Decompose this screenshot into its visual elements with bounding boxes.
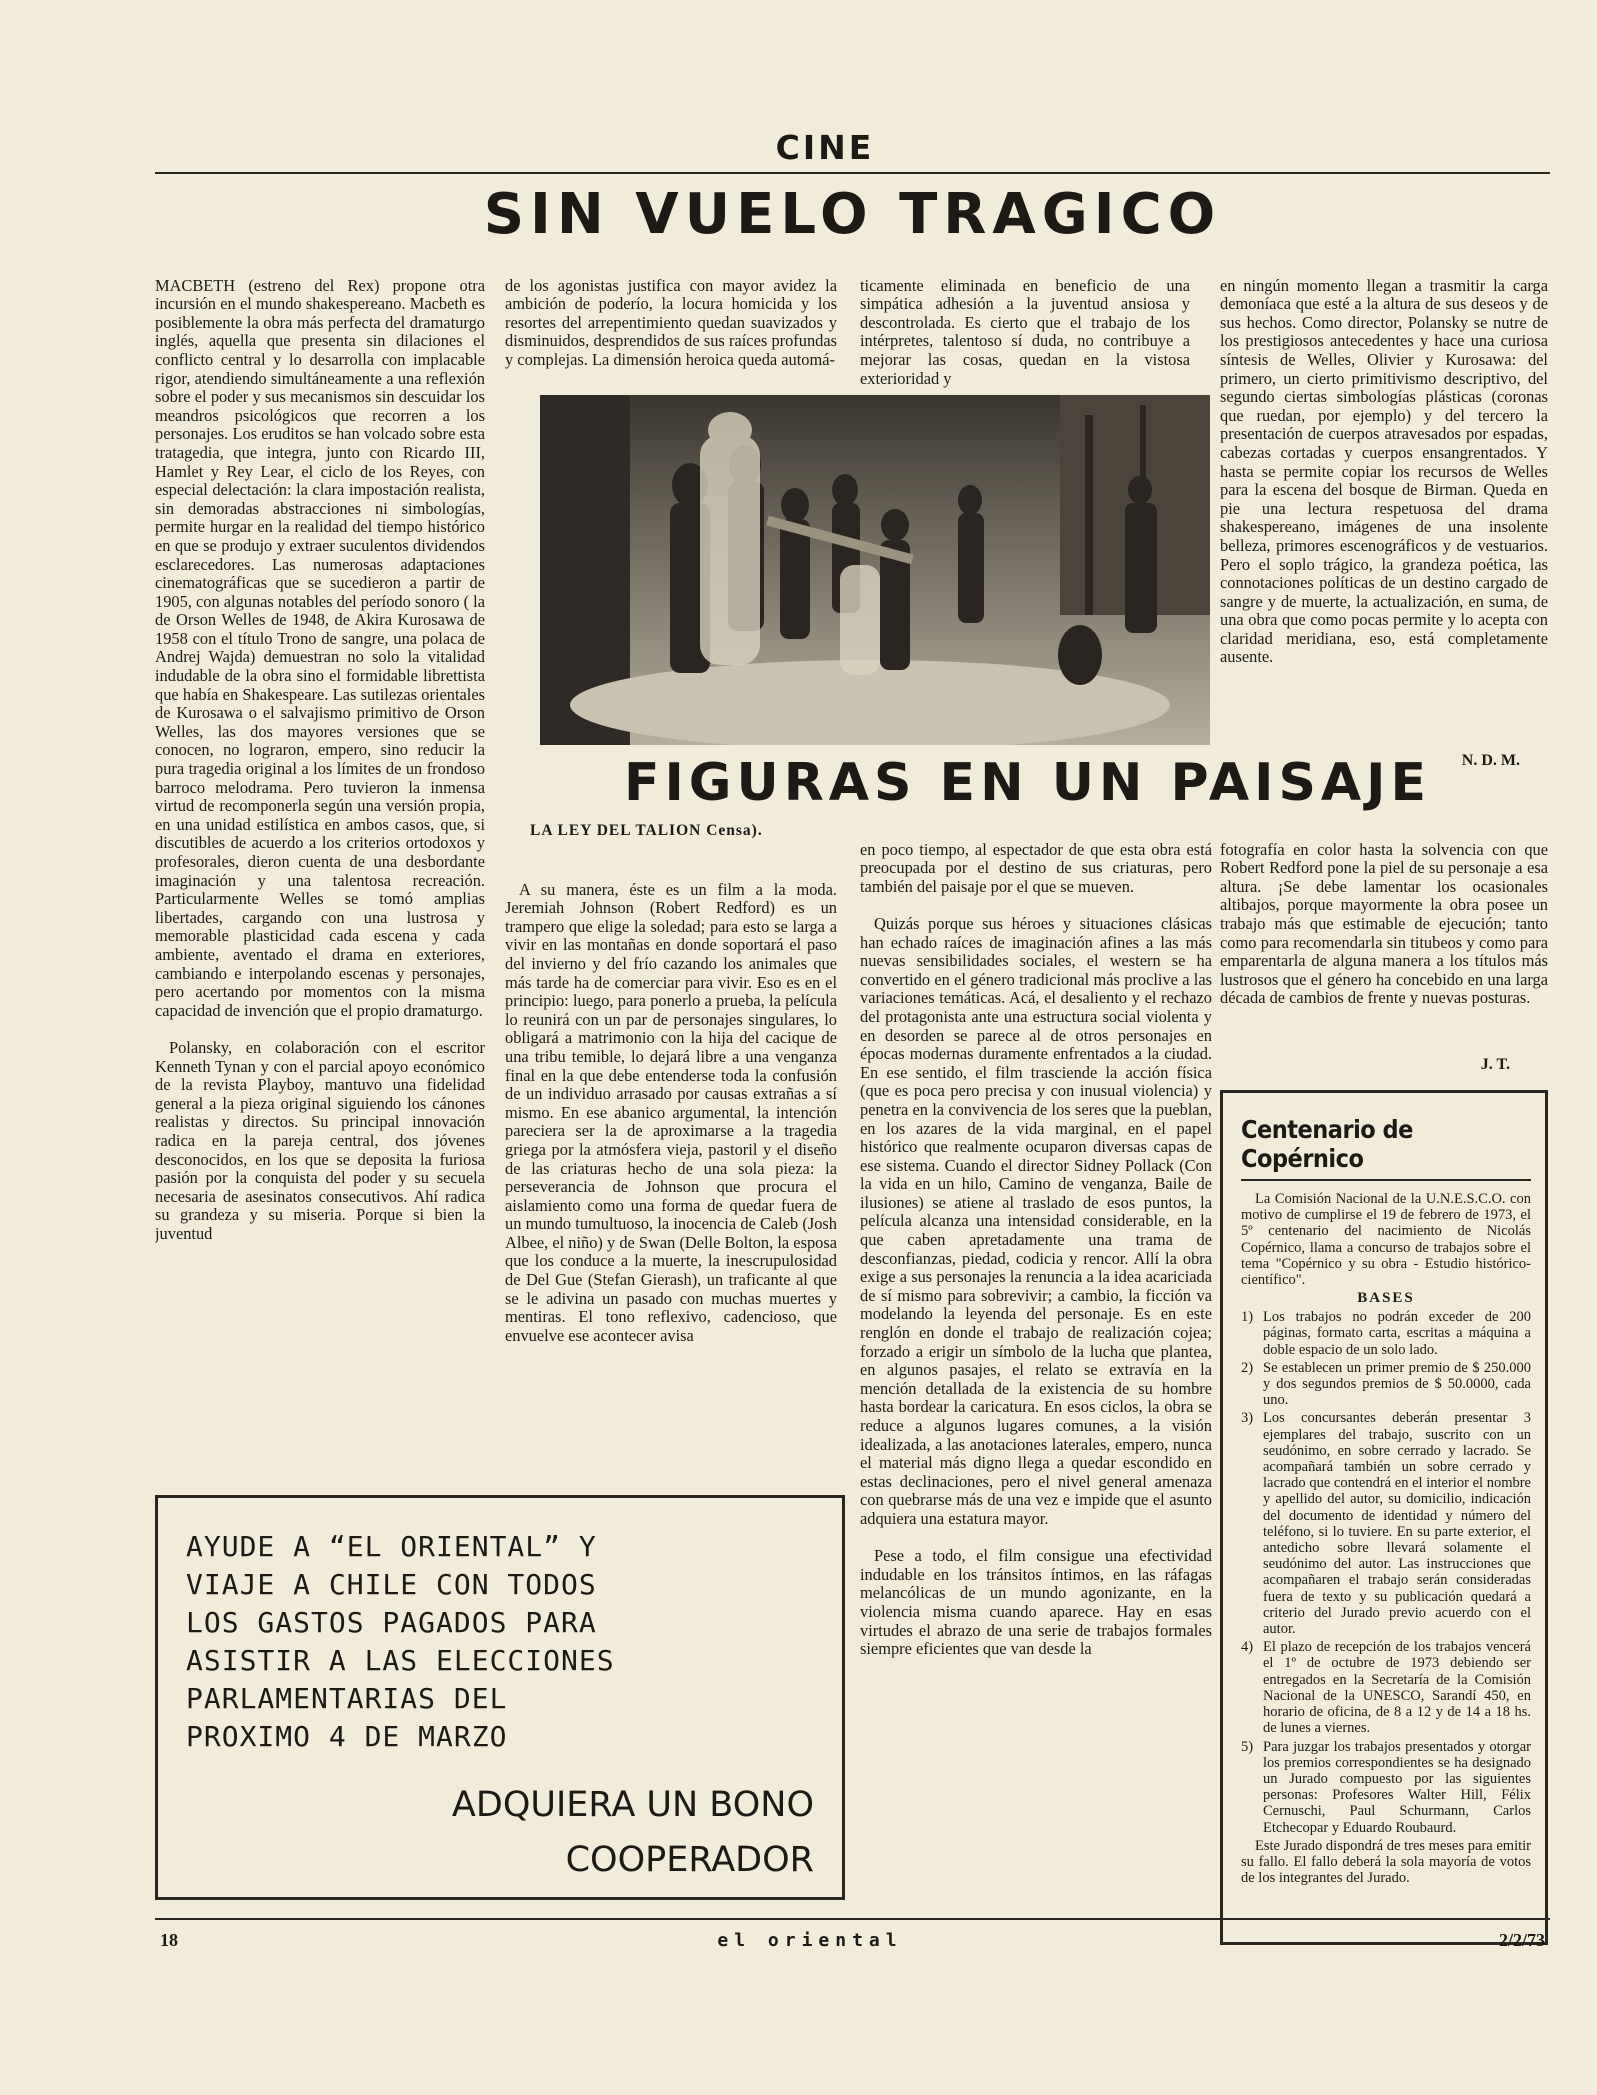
article2-col2-text: A su manera, éste es un film a la moda. Jeremiah Johnson (Robert Redford) es un trampero que elige la soledad; para esto se larga a vivir en las montañas en donde soportará el paso del invierno y del frío cazando los animales que más tarde ha de comerciar para vivir. Eso es en el principio: luego, para ponerlo a prueba, la película lo reunirá con un par de personajes singulares, lo obligará a matrimonio con la hija del cacique de una tribu temible, lo dejará libre a una venganza final en la que debe entenderse toda la confusión de un individuo arrasado por causas extrañas a sí mismo. En ese abanico argumental, la intención pareciera ser la de aproximarse a la tragedia griega por la atmósfera vieja, pastoril y el diseño de las criaturas hecho de una sola pieza: la perseverancia de Johnson que procura el aislamiento como una forma de quedar fuera de un mundo tumultuoso, la inocencia de Caleb (Josh Albee, el niño) y de Swan (Delle Bolton, la esposa que los conduce a la muerte, la inescrupulosidad de Del Gue (Stefan Gierash), un traficante al que se le adivina un pasado con muchas muertes y mentiras. El tono reflexivo, cadencioso, que envuelve ese acontecer avisa — [505, 879, 837, 1345]
article1-column-2 — [505, 258, 837, 390]
article1-col4-text: en ningún momento llegan a trasmitir la carga demoníaca que esté a la altura de sus deseos y de sus hechos. Como director, Polansky se nutre de los prestigiosos antecedentes y hace una curiosa síntesis de Welles, Olivier y Kurosawa: del primero, un cierto primitivismo descriptivo, del segundo ciertas simbologías plásticas (coronas que ruedan, por ejemplo) y del tercero la presentación de cuerpos atravesados por espadas, cabezas cortadas y cuerpos ensangrentados. Y hasta se permite copiar los recursos de Welles para la escena del bosque de Birman. Queda en pie una lectura respetuosa del drama shakespereano, imágenes de una insolente belleza, primores escenográficos y de vestuarios. Pero el soplo trágico, la grandeza poética, las connotaciones políticas de un destino cargado de sangre y de muerte, la actualización, en suma, de una obra que como pocas permite y lo acepta con claridad meridiana, eso, está completamente ausente. — [1220, 275, 1548, 667]
contest-title-rule — [1241, 1179, 1531, 1181]
ad-cta-line-2: COOPERADOR — [565, 1840, 814, 1880]
contest-base-item — [1241, 1739, 1531, 1836]
article2-headline: FIGURAS EN UN PAISAJE — [623, 753, 1432, 813]
publication-name: el oriental — [717, 1930, 903, 1951]
ad-line: LOS GASTOS PAGADOS PARA — [186, 1606, 597, 1639]
section-rule — [155, 172, 1550, 174]
contest-base-item — [1241, 1309, 1531, 1358]
contest-base-text: El plazo de recepción de los trabajos vencerá el 1º de octubre de 1973 debiendo ser entregados en la Secretaría de la Comisión Nacional de la UNESCO, Sarandí 450, en horario de oficina, de 8 a 12 y de 14 a 18 hs. de lunes a viernes. — [1263, 1639, 1531, 1737]
article1-column-4 — [1220, 258, 1548, 751]
article2-col3c-text: Pese a todo, el film consigue una efectividad indudable en los tránsitos íntimos, en las ráfagas melancólicas de un mundo agonizante, en la violencia misma cuando aparece. Hay en esas virtudes el abrazo de una serie de trabajos formales siempre eficientes que van desde la — [860, 1546, 1212, 1659]
ad-call-to-action — [214, 1778, 814, 1888]
contest-base-number: 2) — [1241, 1359, 1254, 1376]
contest-base-number: 5) — [1241, 1738, 1254, 1755]
article2-column-2 — [505, 862, 837, 1484]
article2-byline: LA LEY DEL TALION Censa). — [530, 822, 763, 839]
film-still-photo — [540, 395, 1210, 745]
article1-headline: SIN VUELO TRAGICO — [483, 182, 1222, 247]
ad-line: PARLAMENTARIAS DEL — [186, 1682, 508, 1715]
film-still-illustration — [540, 395, 1210, 745]
article2-col3a-text: en poco tiempo, al espectador de que esta obra está preocupada por el destino de sus criaturas, pero también del paisaje por el que se mueven. — [860, 839, 1212, 896]
section-label: CINE — [775, 128, 875, 167]
article2-col4-text: fotografía en color hasta la solvencia con que Robert Redford pone la piel de su personaje a esa altura. ¡Se debe lamentar los ocasionales altibajos, porque mayormente la obra posee un trabajo más que estimable de ejecución; tanto como para recomendarla sin titubeos y como para emparentarla de alguna manera a los títulos más lustrosos que el género ha concebido en una larga década de cambios de frente y nuevas posturas. — [1220, 839, 1548, 1008]
article1-column-3 — [860, 258, 1190, 390]
contest-base-text: Se establecen un primer premio de $ 250.000 y dos segundos premios de $ 50.0000, cada uno. — [1263, 1359, 1531, 1409]
article2-column-3 — [860, 822, 1212, 1934]
article1-col1-text: MACBETH (estreno del Rex) propone otra incursión en el mundo shakespereano. Macbeth es posiblemente la obra más perfecta del dramaturgo inglés, aquella que presenta sin dilaciones el conflicto central y lo desarrolla con implacable rigor, atendiendo simultáneamente a una reflexión sobre el poder y sus mecanismos sin descuidar los meandros psicológicos que recorren a los personajes. Los eruditos se han volcado sobre esta tratagedia, que integra, junto con Ricardo III, Hamlet y Rey Lear, el ciclo de los Reyes, con especial delectación: la clara impostación realista, sin demoradas abstracciones ni simbologías, permite hurgar en la realidad del tiempo histórico en que se produjo y extraer suculentos dividendos esclarecedores. Las numerosas adaptaciones cinematográficas que se sucedieron a partir de 1905, con algunas notables del período sonoro ( la de Orson Welles de 1948, de Akira Kurosawa de 1958 con el título Trono de sangre, una polaca de Andrej Wajda) demuestran no solo la vitalidad indudable de la obra sino el formidable librettista que había en Shakespeare. Las sutilezas orientales de Kurosawa o el salvajismo primitivo de Orson Welles, las dos mayores versiones que se conocen, no lograron, empero, sino reducir la pura tragedia original a los límites de un frondoso barroco melodrama. Pero tuvieron la inmensa virtud de recomponerla según una versión propia, en una unidad estilística en ambos casos, que, si discutibles de acuerdo a los criterios ortodoxos y profesorales, dieron cuenta de una desbordante imaginación y una talentosa recreación. Particularmente Welles se tomó amplias libertades, cargando con una lustrosa y memorable plasticidad cada escena y cada ambiente, aventado el drama en exteriores, cambiando e interpolando escenas y personajes, pero acertando por momentos con la misma capacidad de invención que el propio dramaturgo. — [155, 275, 485, 1020]
article2-column-4 — [1220, 822, 1548, 1054]
ad-line: AYUDE A “EL ORIENTAL” Y — [186, 1530, 597, 1563]
advertisement-box — [155, 1495, 845, 1900]
contest-base-item — [1241, 1639, 1531, 1736]
contest-base-text: Para juzgar los trabajos presentados y otorgar los premios correspondientes se ha designado un Jurado compuesto por las siguientes personas: Profesores Walter Hill, Félix Cernuschi, Paul Schurmann, Carlos Etchecopar y Eduardo Roubaurd. — [1263, 1738, 1531, 1836]
contest-intro: La Comisión Nacional de la U.N.E.S.C.O. con motivo de cumplirse el 19 de febrero de 1973, el 5º centenario del nacimiento de Nicolás Copérnico, llama a concurso de trabajos sobre el tema "Copérnico y su obra - Estudio histórico-científico". — [1241, 1191, 1531, 1289]
contest-closing: Este Jurado dispondrá de tres meses para emitir su fallo. El fallo deberá la sola mayoría de votos de los integrantes del Jurado. — [1241, 1837, 1531, 1887]
article2-col3b-text: Quizás porque sus héroes y situaciones clásicas han echado raíces de imaginación afines a las más nuevas sensibilidades sociales, el western se ha convertido en el género tradicional más proclive a las variaciones temáticas. Acá, el desaliento y el rechazo del protagonista ante una estructura social violenta y en desorden se parece al de otros personajes en épocas modernas duramente enfrentados a la ciudad. En ese sentido, el film trasciende la acción física (que es poca pero precisa y con inusual violencia) y penetra en la convivencia de los seres que la pueblan, en los azares de la vida marginal, en el papel histórico que realmente ocuparon diversas capas de ese sistema. Cuando el director Sidney Pollack (Con la vida en un hilo, Camino de venganza, Baile de ilusiones) se atiene al traslado de esos puntos, la película alcanza una intensidad considerable, en la que caben apretadamente una trama de desconfianzas, piedad, codicia y rencor. Allí la obra exige a sus personajes la renuncia a la idea acariciada de sí mismo para sobrevivir; a cambio, la ficción va modelando la leyenda del personaje. Es en este renglón en donde el trabajo de realización cojea; forzado a erigir un símbolo de la lucha que plantea, en algunos pasajes, el relato se extravía en la mención detallada de la existencia de su hombre hasta bordear la caricatura. En esos ciclos, la obra se reduce a algunos lugares comunes, a la visión idealizada, a las anotaciones laterales, empero, nunca el material más digno llega a quedar escondido en estas declinaciones, pero el nivel general amenaza con quebrarse más de una vez e impide que el asunto adquiera una estatura mayor. — [860, 913, 1212, 1528]
article1-col3-text: ticamente eliminada en beneficio de una simpática adhesión a la juventud ansiosa y descontrolada. Es cierto que el trabajo de los intérpretes, talentoso sí duda, no contribuye a mejorar las cosas, quedan en la vistosa exterioridad y — [860, 275, 1190, 388]
contest-base-number: 3) — [1241, 1410, 1254, 1427]
contest-base-item — [1241, 1360, 1531, 1409]
article1-col1b-text: Polansky, en colaboración con el escritor Kenneth Tynan y con el parcial apoyo económico de la revista Playboy, mantuvo una fidelidad general a la pieza original siguiendo los cánones realistas y directos. Su principal innovación radica en la pareja central, dos jóvenes desconocidos, en los que se deposita la furiosa pasión por la conquista del poder y su secuela necesaria de asesinatos consecutivos. Ahí radica su grandeza y su miseria. Porque si bien la juventud — [155, 1037, 485, 1243]
page-number: 18 — [160, 1930, 178, 1950]
contest-base-item — [1241, 1410, 1531, 1637]
article2-signature: J. T. — [1480, 1056, 1510, 1073]
contest-bases-title: BASES — [1357, 1290, 1415, 1307]
ad-line: PROXIMO 4 DE MARZO — [186, 1720, 508, 1753]
ad-cta-line-1: ADQUIERA UN BONO — [451, 1785, 814, 1825]
contest-base-text: Los concursantes deberán presentar 3 ejemplares del trabajo, suscrito con un seudónimo, en sobre cerrado y lacrado. Se acompañará también un sobre cerrado y lacrado que contendrá en el interior el nombre y apellido del autor, su domicilio, indicación del documento de identidad y número del teléfono, si lo tuviere. En su parte exterior, el antedicho sobre llevará solamente el seudónimo del autor. Las instrucciones que acompañaren el trabajo serán consideradas fuera de texto y su publicación quedará a criterio del Jurado previo acuerdo con el autor. — [1263, 1410, 1531, 1638]
contest-base-number: 1) — [1241, 1309, 1254, 1326]
contest-bases-list — [1241, 1309, 1531, 1836]
contest-base-text: Los trabajos no podrán exceder de 200 páginas, formato carta, escritas a máquina a doble espacio de un solo lado. — [1263, 1309, 1531, 1358]
ad-line: VIAJE A CHILE CON TODOS — [186, 1568, 597, 1601]
article1-signature: N. D. M. — [1461, 752, 1520, 769]
article1-column-1 — [155, 258, 485, 1480]
ad-line: ASISTIR A LAS ELECCIONES — [186, 1644, 615, 1677]
copernicus-contest-box — [1220, 1090, 1548, 1945]
issue-date: 2/2/73 — [1498, 1930, 1545, 1950]
contest-title: Centenario de Copérnico — [1241, 1115, 1413, 1173]
ad-body — [186, 1528, 826, 1756]
article1-col2-text: de los agonistas justifica con mayor avidez la ambición de poderío, la locura homicida y los resortes del arrepentimiento quedan suavizados y disminuidos, desprendidos de sus raíces profundas y complejas. La dimensión heroica queda automá- — [505, 275, 837, 369]
footer-rule — [155, 1918, 1550, 1920]
contest-base-number: 4) — [1241, 1639, 1254, 1656]
